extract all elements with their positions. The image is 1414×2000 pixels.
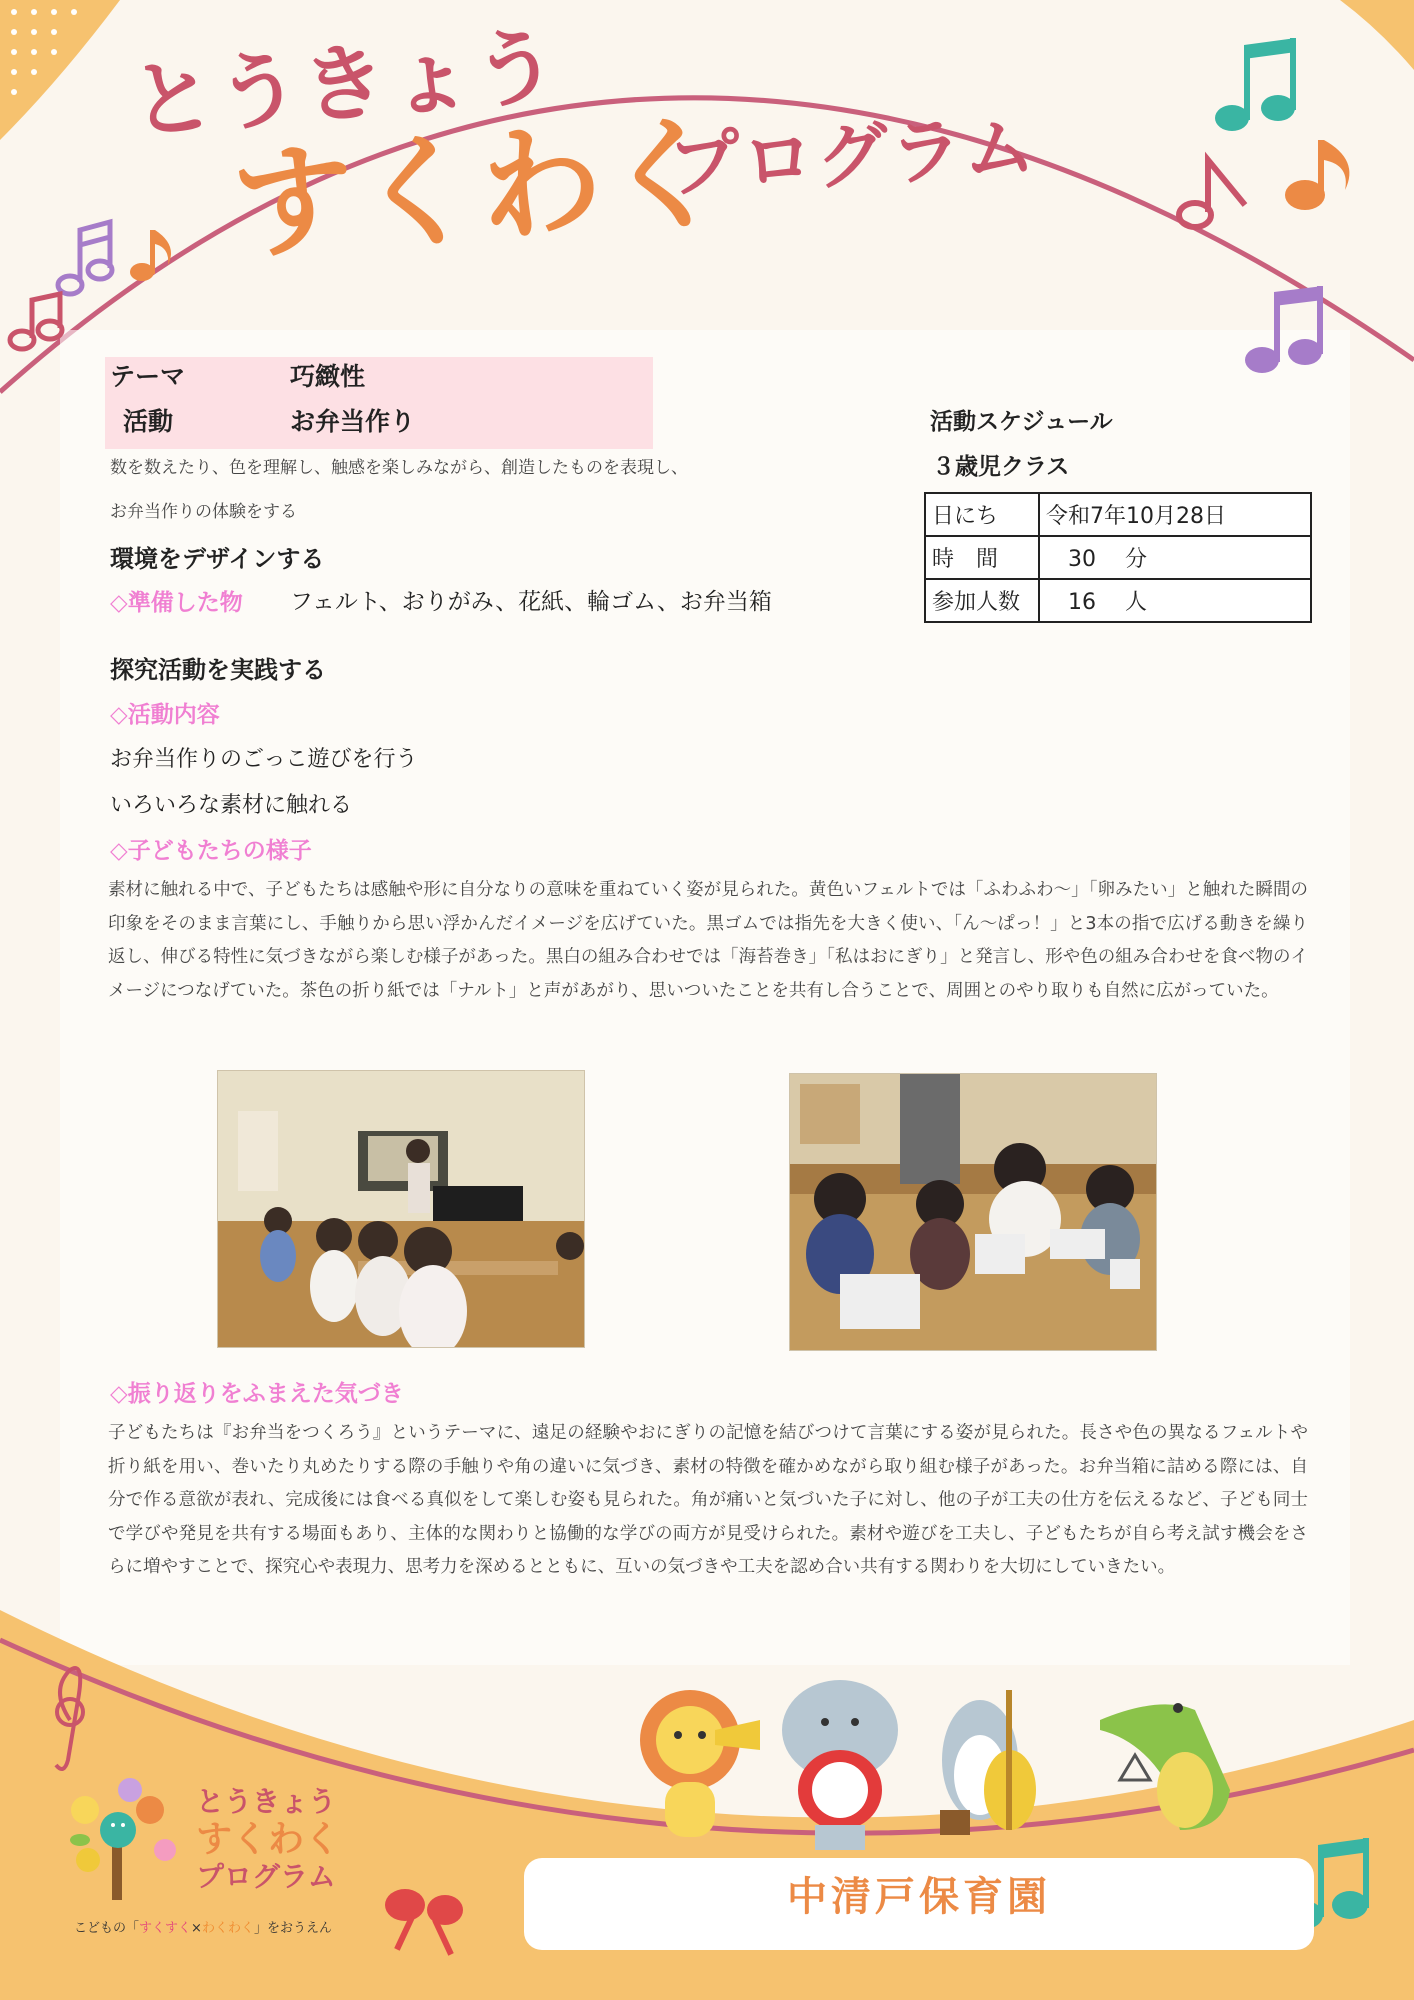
schedule-table (924, 492, 1312, 623)
music-note-icon (130, 230, 171, 281)
schedule-row-value: 16 人 (1039, 579, 1311, 622)
prepared-value: フェルト、おりがみ、花紙、輪ゴム、お弁当箱 (290, 589, 772, 615)
schedule-class: ３歳児クラス (932, 454, 1070, 480)
schedule-row-value: 30 分 (1039, 536, 1311, 579)
theme-value: 巧緻性 (290, 362, 366, 391)
children-label: ◇子どもたちの様子 (110, 838, 312, 864)
activity-label: 活動 (123, 407, 174, 436)
reflection-label: ◇振り返りをふまえた気づき (110, 1381, 404, 1407)
penguin-bass-illustration (940, 1690, 1036, 1835)
music-note-icon (1179, 160, 1245, 227)
logo-text-line-2: すくわく (196, 1819, 341, 1860)
top-left-corner-shape (0, 0, 120, 140)
logo-text-line-3: プログラム (196, 1860, 336, 1893)
schedule-title: 活動スケジュール (930, 409, 1113, 435)
logo-tagline (74, 1917, 332, 1936)
intro-line-2: お弁当作りの体験をする (110, 502, 297, 522)
activity-content-line-2: いろいろな素材に触れる (110, 793, 353, 818)
intro-line-1: 数を数えたり、色を理解し、触感を楽しみながら、創造したものを表現し、 (110, 458, 688, 478)
music-note-icon (10, 294, 62, 349)
title-line-1: とうきょう (126, 16, 564, 152)
schedule-row-value: 令和7年10月28日 (1039, 493, 1311, 536)
prepared-label: ◇準備した物 (110, 590, 243, 616)
reflection-paragraph: 子どもたちは『お弁当をつくろう』というテーマに、遠足の経験やおにぎりの記憶を結びつけて言葉にする姿が見られた。長さや色の異なるフェルトや折り紙を用い、巻いたり丸めたりする際の手触りや角の違いに気づき、素材の特徴を確かめながら取り組む様子があった。お弁当箱に詰める際には、自分で作る意欲が表れ、完成後には食べる真似をして楽しむ姿も見られた。角が痛いと気づいた子に対し、他の子が工夫の仕方を伝えるなど、子ども同士で学びや発見を共有する場面もあり、主体的な関わりと協働的な学びの両方が見受けられた。素材や遊びを工夫し、子どもたちが自ら考え試す機会をさらに増やすことで、探究心や表現力、思考力を深めるとともに、互いの気づきや工夫を認め合い共有する関わりを大切にしていきたい。 (108, 1423, 1308, 1577)
theme-label: テーマ (110, 362, 186, 391)
schedule-row (925, 536, 1311, 579)
activity-content-line-1: お弁当作りのごっこ遊びを行う (110, 747, 418, 772)
top-right-corner-shape (1340, 0, 1414, 70)
logo-text-line-1: とうきょう (196, 1785, 337, 1818)
schedule-row-label: 時 間 (925, 536, 1039, 579)
music-note-icon (1285, 140, 1349, 210)
title-line-2: すくわく (227, 100, 733, 278)
inquiry-heading: 探究活動を実践する (110, 656, 326, 684)
tagline-times: × (191, 1921, 202, 1936)
activity-content-label: ◇活動内容 (110, 702, 220, 728)
environment-heading: 環境をデザインする (110, 545, 325, 573)
music-note-icon (1215, 38, 1296, 131)
classroom-photo (217, 1070, 585, 1348)
schedule-row-label: 日にち (925, 493, 1039, 536)
schedule-row-label: 参加人数 (925, 579, 1039, 622)
schedule-row (925, 493, 1311, 536)
children-paragraph: 素材に触れる中で、子どもたちは感触や形に自分なりの意味を重ねていく姿が見られた。黄色いフェルトでは「ふわふわ〜」「卵みたい」と触れた瞬間の印象をそのまま言葉にし、手触りから思い浮かんだイメージを広げていた。黒ゴムでは指先を大きく使い、「ん〜ぱっ！」と3本の指で広げる動きを繰り返し、伸びる特性に気づきながら楽しむ様子があった。黒白の組み合わせでは「海苔巻き」「私はおにぎり」と発言し、形や色の組み合わせを食べ物のイメージにつなげていた。茶色の折り紙では「ナルト」と声があがり、思いついたことを共有し合うことで、周囲とのやり取りも自然に広がっていた。 (108, 880, 1308, 1001)
tagline-wakuwaku: わくわく (201, 1921, 254, 1936)
music-note-icon (58, 222, 112, 294)
title-line-3: プログラム (666, 104, 1040, 208)
tagline-post: 」をおうえん (253, 1921, 332, 1936)
schedule-row (925, 579, 1311, 622)
children-table-photo (789, 1073, 1157, 1351)
tagline-pre: こどもの「 (74, 1921, 140, 1936)
activity-value: お弁当作り (290, 407, 416, 436)
nursery-name: 中清戸保育園 (787, 1874, 1051, 1920)
tagline-sukusuku: すくすく (139, 1921, 192, 1936)
